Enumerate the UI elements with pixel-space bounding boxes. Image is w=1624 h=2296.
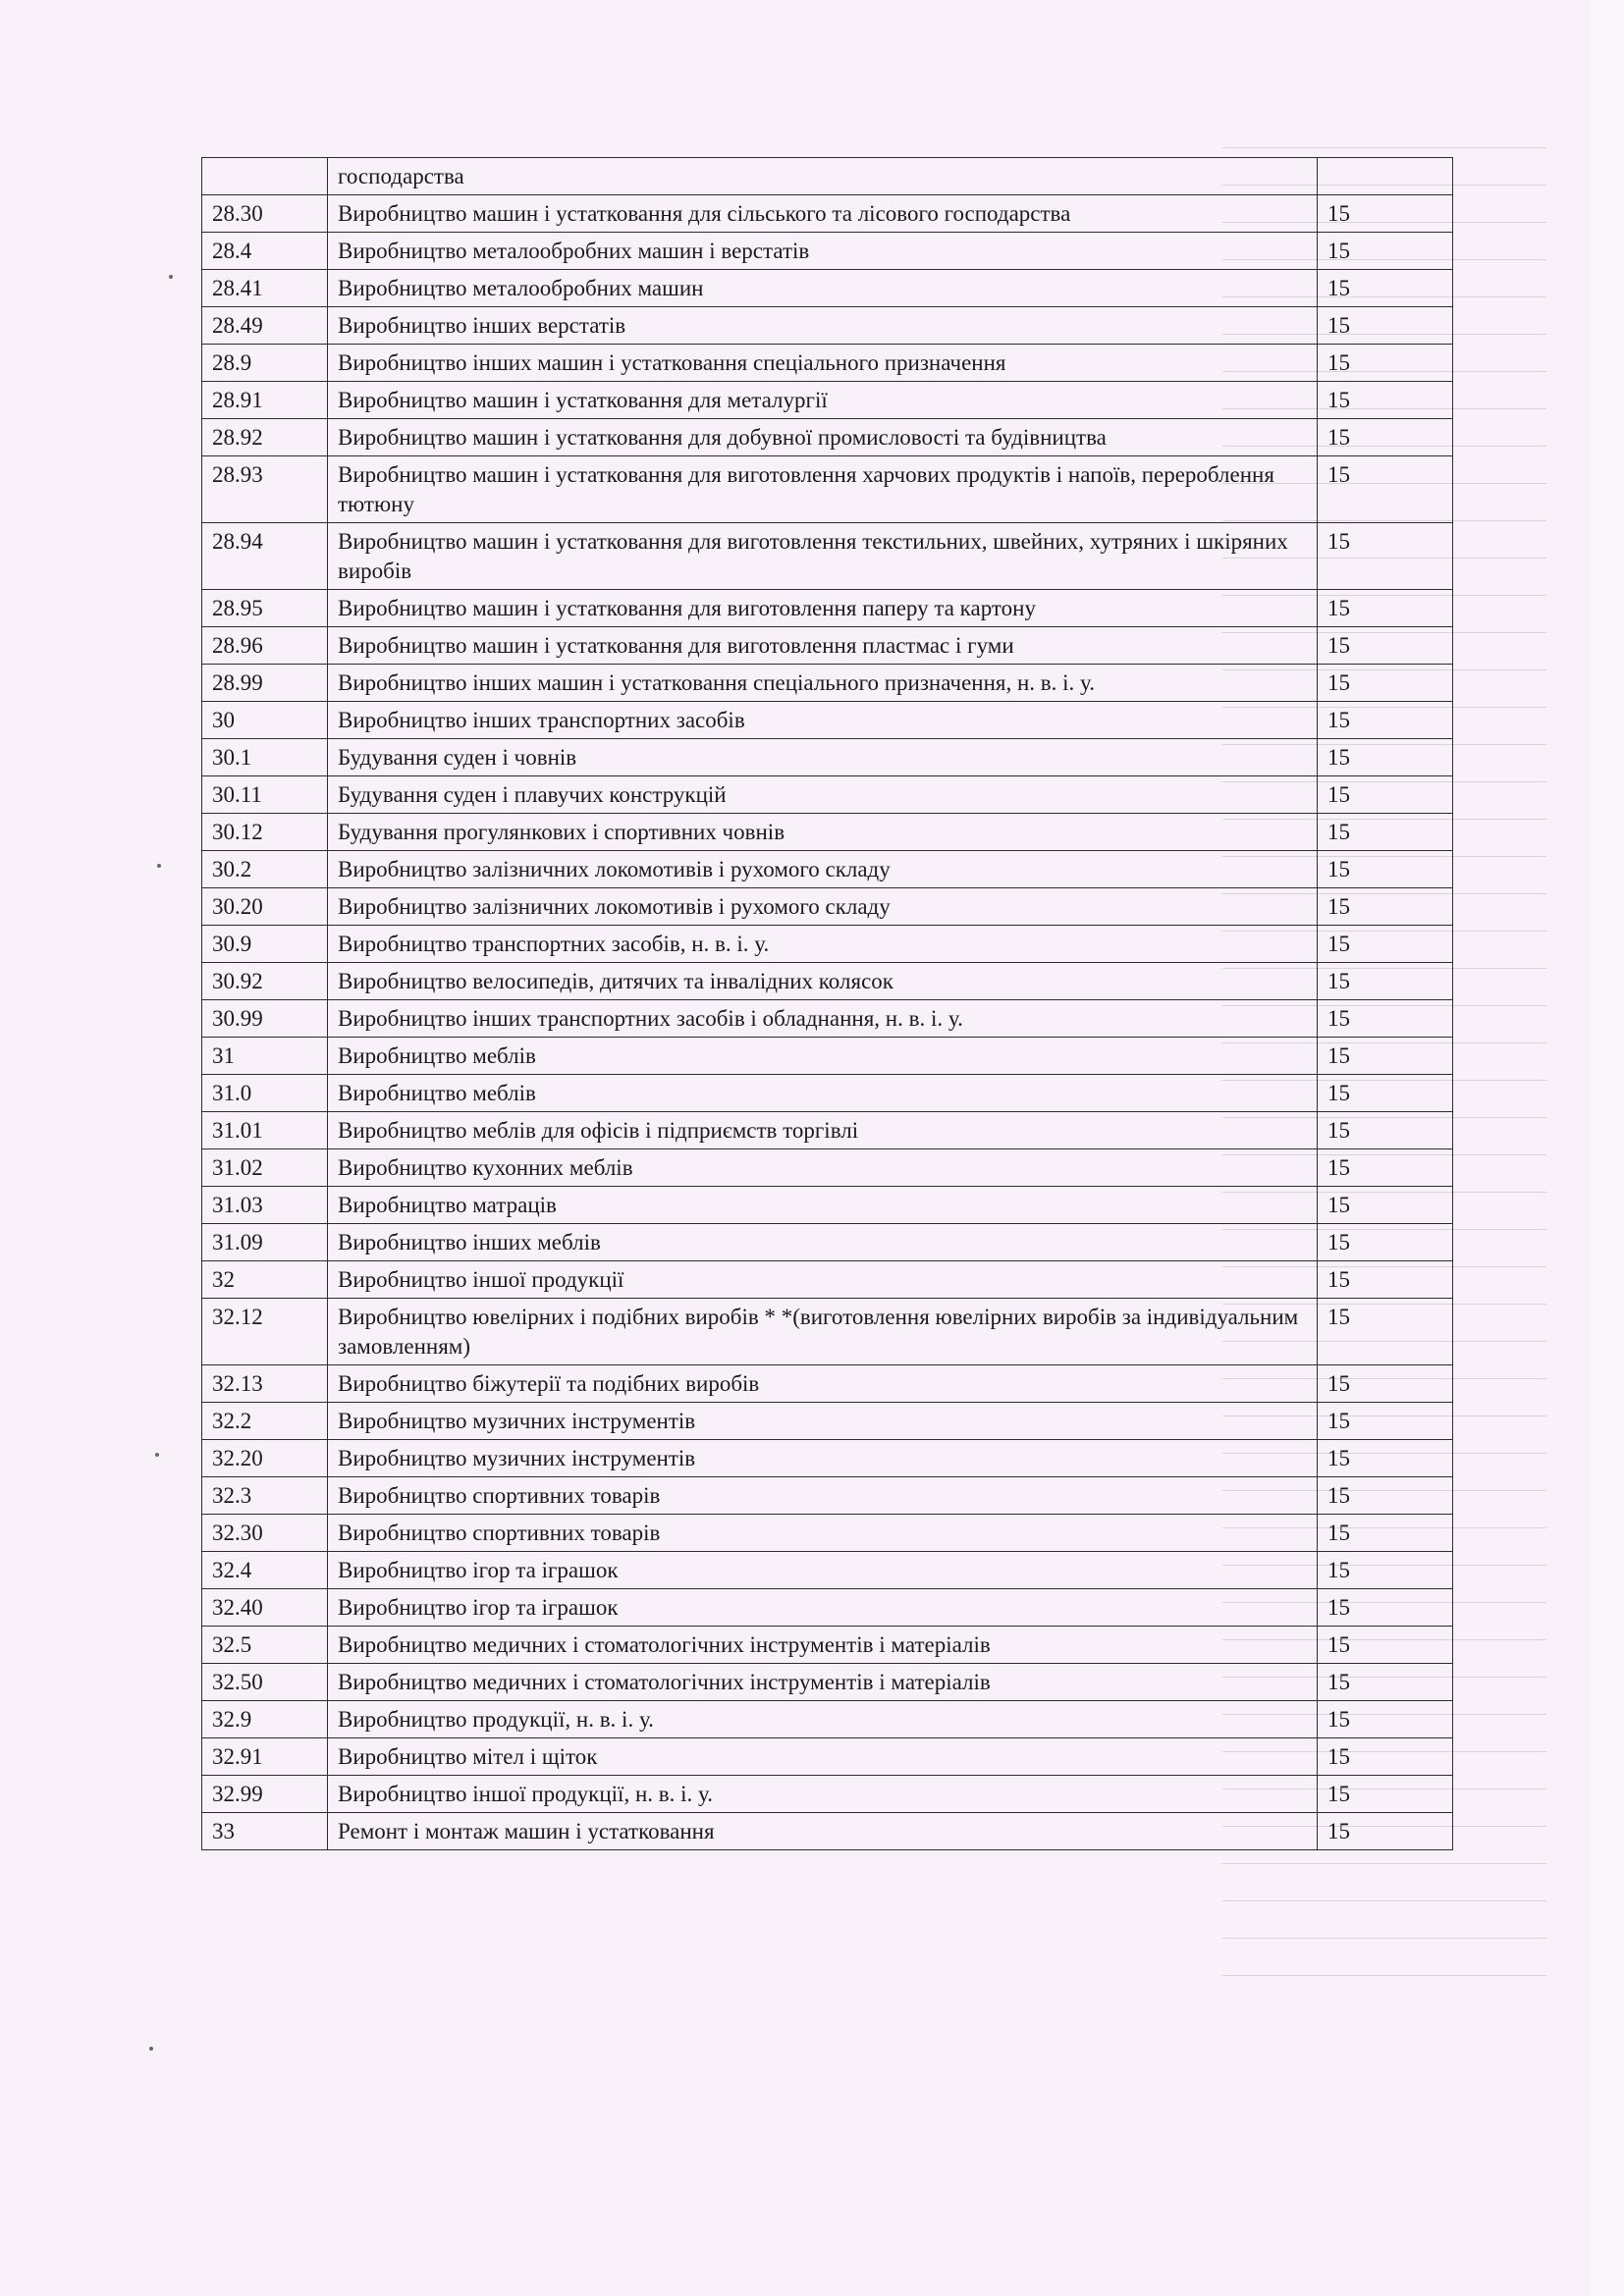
table-row xyxy=(202,1776,1453,1813)
activity-name-cell: Виробництво музичних інструментів xyxy=(328,1440,1318,1477)
rate-value-cell: 15 xyxy=(1318,1000,1453,1038)
activity-name-cell: Виробництво меблів xyxy=(328,1038,1318,1075)
rate-value-cell: 15 xyxy=(1318,1813,1453,1850)
rate-value-cell: 15 xyxy=(1318,307,1453,345)
rate-value-cell: 15 xyxy=(1318,1589,1453,1627)
activity-code-cell: 32.9 xyxy=(202,1701,328,1738)
rate-value-cell: 15 xyxy=(1318,1299,1453,1365)
table-row xyxy=(202,1515,1453,1552)
table-row xyxy=(202,851,1453,888)
rate-value-cell: 15 xyxy=(1318,1477,1453,1515)
rate-value-cell: 15 xyxy=(1318,1664,1453,1701)
activity-name-cell: Виробництво ювелірних і подібних виробів * *(виготовлення ювелірних виробів за індивідуальним замовленням) xyxy=(328,1299,1318,1365)
activity-code-cell: 31.02 xyxy=(202,1149,328,1187)
table-row xyxy=(202,1038,1453,1075)
activity-name-cell: Виробництво машин і устатковання для виготовлення текстильних, швейних, хутряних і шкіряних виробів xyxy=(328,523,1318,590)
rate-value-cell: 15 xyxy=(1318,1365,1453,1403)
activity-name-cell: Виробництво матраців xyxy=(328,1187,1318,1224)
table-row xyxy=(202,1261,1453,1299)
rate-value-cell: 15 xyxy=(1318,1224,1453,1261)
scan-speck xyxy=(169,275,173,279)
table-row xyxy=(202,1664,1453,1701)
activity-name-cell: Ремонт і монтаж машин і устатковання xyxy=(328,1813,1318,1850)
activity-name-cell: Виробництво машин і устатковання для сільського та лісового господарства xyxy=(328,195,1318,233)
table-row xyxy=(202,1477,1453,1515)
activity-code-cell: 32.40 xyxy=(202,1589,328,1627)
rate-value-cell: 15 xyxy=(1318,851,1453,888)
activity-code-cell: 31.01 xyxy=(202,1112,328,1149)
activity-name-cell: Виробництво спортивних товарів xyxy=(328,1477,1318,1515)
activity-code-cell: 32.4 xyxy=(202,1552,328,1589)
activity-name-cell: Будування прогулянкових і спортивних човнів xyxy=(328,814,1318,851)
activity-name-cell: Виробництво металообробних машин і верстатів xyxy=(328,233,1318,270)
table-row xyxy=(202,1403,1453,1440)
activity-code-cell: 30.1 xyxy=(202,739,328,776)
scan-speck xyxy=(157,864,161,868)
activity-code-cell: 32.99 xyxy=(202,1776,328,1813)
table-row xyxy=(202,1365,1453,1403)
table-row xyxy=(202,307,1453,345)
activity-name-cell: Виробництво іншої продукції xyxy=(328,1261,1318,1299)
rate-value-cell: 15 xyxy=(1318,1038,1453,1075)
activity-code-cell: 32.2 xyxy=(202,1403,328,1440)
table-row xyxy=(202,1552,1453,1589)
activity-code-cell: 28.9 xyxy=(202,345,328,382)
activity-code-cell: 28.49 xyxy=(202,307,328,345)
table-row xyxy=(202,195,1453,233)
table-row xyxy=(202,776,1453,814)
activity-name-cell: Виробництво музичних інструментів xyxy=(328,1403,1318,1440)
table-row xyxy=(202,1000,1453,1038)
table-row xyxy=(202,158,1453,195)
activity-code-cell: 31.0 xyxy=(202,1075,328,1112)
rate-value-cell: 15 xyxy=(1318,888,1453,926)
rate-value-cell: 15 xyxy=(1318,233,1453,270)
rate-value-cell: 15 xyxy=(1318,1440,1453,1477)
activity-code-cell: 32 xyxy=(202,1261,328,1299)
activity-code-cell: 32.50 xyxy=(202,1664,328,1701)
table-row xyxy=(202,702,1453,739)
activity-code-cell: 30.12 xyxy=(202,814,328,851)
activity-name-cell: господарства xyxy=(328,158,1318,195)
activity-name-cell: Виробництво машин і устатковання для виготовлення паперу та картону xyxy=(328,590,1318,627)
table-row xyxy=(202,739,1453,776)
rate-value-cell: 15 xyxy=(1318,963,1453,1000)
activity-code-cell: 30.2 xyxy=(202,851,328,888)
rate-value-cell: 15 xyxy=(1318,1187,1453,1224)
page-edge xyxy=(1591,0,1624,2296)
activity-code-cell: 30.99 xyxy=(202,1000,328,1038)
activity-name-cell: Виробництво інших верстатів xyxy=(328,307,1318,345)
rate-value-cell: 15 xyxy=(1318,1776,1453,1813)
activity-name-cell: Виробництво транспортних засобів, н. в. і. у. xyxy=(328,926,1318,963)
activity-code-cell: 30.9 xyxy=(202,926,328,963)
activity-name-cell: Виробництво машин і устатковання для металургії xyxy=(328,382,1318,419)
rate-value-cell: 15 xyxy=(1318,1075,1453,1112)
activity-code-cell: 28.91 xyxy=(202,382,328,419)
table-row xyxy=(202,382,1453,419)
activity-name-cell: Виробництво інших транспортних засобів і обладнання, н. в. і. у. xyxy=(328,1000,1318,1038)
rate-value-cell: 15 xyxy=(1318,665,1453,702)
rate-value-cell: 15 xyxy=(1318,523,1453,590)
rate-value-cell: 15 xyxy=(1318,1552,1453,1589)
activity-name-cell: Виробництво меблів xyxy=(328,1075,1318,1112)
rate-value-cell xyxy=(1318,158,1453,195)
table-row xyxy=(202,1075,1453,1112)
table-row xyxy=(202,1627,1453,1664)
rate-value-cell: 15 xyxy=(1318,1515,1453,1552)
activity-name-cell: Виробництво ігор та іграшок xyxy=(328,1552,1318,1589)
activity-code-cell: 28.99 xyxy=(202,665,328,702)
activity-name-cell: Виробництво інших машин і устатковання спеціального призначення, н. в. і. у. xyxy=(328,665,1318,702)
rate-value-cell: 15 xyxy=(1318,1261,1453,1299)
table-row xyxy=(202,270,1453,307)
activity-name-cell: Виробництво меблів для офісів і підприємств торгівлі xyxy=(328,1112,1318,1149)
activity-name-cell: Виробництво машин і устатковання для виготовлення пластмас і гуми xyxy=(328,627,1318,665)
activity-code-cell: 30 xyxy=(202,702,328,739)
table-body xyxy=(202,158,1453,1850)
activity-name-cell: Виробництво біжутерії та подібних виробів xyxy=(328,1365,1318,1403)
bleed-through-line xyxy=(1222,1975,1546,1976)
rate-value-cell: 15 xyxy=(1318,419,1453,456)
activity-name-cell: Виробництво машин і устатковання для добувної промисловості та будівництва xyxy=(328,419,1318,456)
table-row xyxy=(202,1299,1453,1365)
activity-name-cell: Виробництво інших меблів xyxy=(328,1224,1318,1261)
activity-name-cell: Виробництво мітел і щіток xyxy=(328,1738,1318,1776)
scan-speck xyxy=(149,2047,153,2051)
activity-name-cell: Виробництво велосипедів, дитячих та інвалідних колясок xyxy=(328,963,1318,1000)
table-row xyxy=(202,627,1453,665)
activity-name-cell: Виробництво металообробних машин xyxy=(328,270,1318,307)
rate-value-cell: 15 xyxy=(1318,1403,1453,1440)
rate-value-cell: 15 xyxy=(1318,814,1453,851)
activity-name-cell: Виробництво спортивних товарів xyxy=(328,1515,1318,1552)
activity-code-cell: 28.30 xyxy=(202,195,328,233)
bleed-through-line xyxy=(1222,1900,1546,1901)
rate-value-cell: 15 xyxy=(1318,702,1453,739)
table-row xyxy=(202,814,1453,851)
activity-code-cell: 31 xyxy=(202,1038,328,1075)
activity-code-cell: 28.4 xyxy=(202,233,328,270)
rate-value-cell: 15 xyxy=(1318,776,1453,814)
activity-code-cell: 31.09 xyxy=(202,1224,328,1261)
activity-name-cell: Виробництво інших транспортних засобів xyxy=(328,702,1318,739)
rate-value-cell: 15 xyxy=(1318,456,1453,523)
activity-name-cell: Виробництво кухонних меблів xyxy=(328,1149,1318,1187)
rate-value-cell: 15 xyxy=(1318,627,1453,665)
activity-code-cell: 28.93 xyxy=(202,456,328,523)
table-row xyxy=(202,1224,1453,1261)
rate-value-cell: 15 xyxy=(1318,1112,1453,1149)
table-row xyxy=(202,888,1453,926)
bleed-through-line xyxy=(1222,1863,1546,1864)
table-row xyxy=(202,590,1453,627)
activity-code-cell: 28.92 xyxy=(202,419,328,456)
table-row xyxy=(202,1112,1453,1149)
rate-value-cell: 15 xyxy=(1318,382,1453,419)
activity-name-cell: Виробництво продукції, н. в. і. у. xyxy=(328,1701,1318,1738)
activity-code-cell: 28.96 xyxy=(202,627,328,665)
activity-code-cell: 30.92 xyxy=(202,963,328,1000)
activity-code-cell: 28.94 xyxy=(202,523,328,590)
activity-name-cell: Будування суден і човнів xyxy=(328,739,1318,776)
activity-name-cell: Виробництво залізничних локомотивів і рухомого складу xyxy=(328,851,1318,888)
table-row xyxy=(202,419,1453,456)
rate-value-cell: 15 xyxy=(1318,1701,1453,1738)
rate-value-cell: 15 xyxy=(1318,926,1453,963)
activity-code-cell: 32.91 xyxy=(202,1738,328,1776)
activity-name-cell: Виробництво медичних і стоматологічних інструментів і матеріалів xyxy=(328,1627,1318,1664)
table-row xyxy=(202,1187,1453,1224)
activity-code-cell: 32.30 xyxy=(202,1515,328,1552)
rate-value-cell: 15 xyxy=(1318,270,1453,307)
bleed-through-line xyxy=(1222,1938,1546,1939)
table-row xyxy=(202,1813,1453,1850)
rate-value-cell: 15 xyxy=(1318,739,1453,776)
activity-name-cell: Виробництво ігор та іграшок xyxy=(328,1589,1318,1627)
table-row xyxy=(202,1589,1453,1627)
rate-value-cell: 15 xyxy=(1318,195,1453,233)
table-row xyxy=(202,523,1453,590)
activity-name-cell: Виробництво іншої продукції, н. в. і. у. xyxy=(328,1776,1318,1813)
activity-code-cell xyxy=(202,158,328,195)
activity-code-cell: 30.20 xyxy=(202,888,328,926)
activity-name-cell: Будування суден і плавучих конструкцій xyxy=(328,776,1318,814)
activity-name-cell: Виробництво машин і устатковання для виготовлення харчових продуктів і напоїв, перероблення тютюну xyxy=(328,456,1318,523)
table-row xyxy=(202,1738,1453,1776)
activity-code-cell: 31.03 xyxy=(202,1187,328,1224)
rate-value-cell: 15 xyxy=(1318,1738,1453,1776)
activity-name-cell: Виробництво медичних і стоматологічних інструментів і матеріалів xyxy=(328,1664,1318,1701)
activity-code-cell: 28.95 xyxy=(202,590,328,627)
activity-code-cell: 32.13 xyxy=(202,1365,328,1403)
rate-value-cell: 15 xyxy=(1318,1627,1453,1664)
activity-name-cell: Виробництво інших машин і устатковання спеціального призначення xyxy=(328,345,1318,382)
table-row xyxy=(202,665,1453,702)
activity-code-cell: 28.41 xyxy=(202,270,328,307)
table-row xyxy=(202,345,1453,382)
table-row xyxy=(202,926,1453,963)
activity-code-cell: 32.12 xyxy=(202,1299,328,1365)
activity-code-cell: 32.5 xyxy=(202,1627,328,1664)
activity-code-cell: 30.11 xyxy=(202,776,328,814)
activity-name-cell: Виробництво залізничних локомотивів і рухомого складу xyxy=(328,888,1318,926)
rate-value-cell: 15 xyxy=(1318,590,1453,627)
rate-value-cell: 15 xyxy=(1318,345,1453,382)
bleed-through-line xyxy=(1222,147,1546,148)
table-row xyxy=(202,963,1453,1000)
activity-code-cell: 32.3 xyxy=(202,1477,328,1515)
table-row xyxy=(202,1701,1453,1738)
table-row xyxy=(202,456,1453,523)
activity-codes-table xyxy=(201,157,1453,1850)
activity-code-cell: 32.20 xyxy=(202,1440,328,1477)
activity-code-cell: 33 xyxy=(202,1813,328,1850)
table-row xyxy=(202,1149,1453,1187)
rate-value-cell: 15 xyxy=(1318,1149,1453,1187)
table-row xyxy=(202,1440,1453,1477)
table-row xyxy=(202,233,1453,270)
scan-speck xyxy=(155,1453,159,1457)
